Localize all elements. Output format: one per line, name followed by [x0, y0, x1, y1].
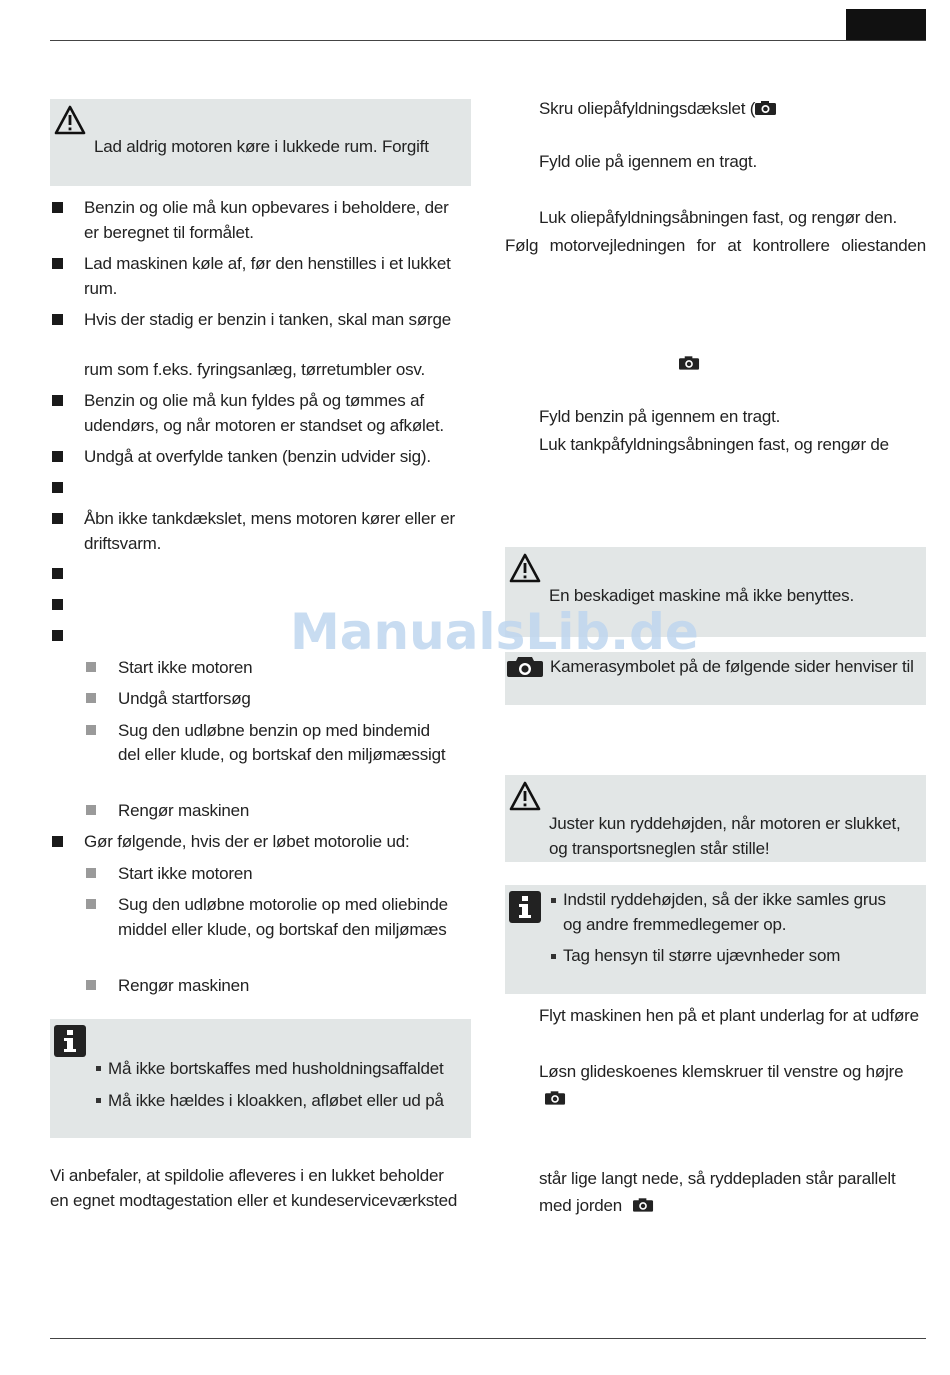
page-tab	[846, 9, 926, 40]
warning-triangle-icon	[509, 781, 541, 811]
sub-list-item: Sug den udløbne motorolie op med oliebinde	[118, 895, 448, 914]
list-item: er beregnet til formålet.	[84, 223, 254, 242]
sub-list-item: Sug den udløbne benzin op med bindemid	[118, 721, 430, 740]
paragraph-line: Vi anbefaler, at spildolie afleveres i en lukket beholder	[50, 1166, 444, 1185]
info-box	[505, 885, 926, 994]
info-bullet	[96, 1066, 101, 1071]
warning-text: Juster kun ryddehøjden, når motoren er slukket,	[549, 814, 901, 833]
info-text: Indstil ryddehøjden, så der ikke samles grus	[563, 890, 886, 909]
step-text	[539, 1194, 654, 1218]
sub-list-item: Start ikke motoren	[118, 864, 253, 883]
bullet-marker	[52, 202, 63, 213]
camera-icon	[633, 1198, 654, 1212]
oil-step-2: Fyld olie på igennem en tragt.	[539, 152, 757, 171]
sub-bullet-marker	[86, 899, 96, 909]
sub-list-item: del eller klude, og bortskaf den miljømæssigt	[118, 745, 446, 764]
sub-bullet-marker	[86, 693, 96, 703]
warning-text: og transportsneglen står stille!	[549, 839, 770, 858]
camera-icon	[545, 1091, 566, 1105]
info-bullet	[96, 1098, 101, 1103]
sub-list-item: Undgå startforsøg	[118, 689, 251, 708]
camera-note-text: Kamerasymbolet på de følgende sider henviser til	[550, 657, 914, 676]
sub-bullet-marker	[86, 805, 96, 815]
list-item: rum.	[84, 279, 118, 298]
bullet-marker	[52, 630, 63, 641]
step-text: står lige langt nede, så ryddepladen står parallelt	[539, 1169, 896, 1188]
warning-box	[50, 99, 471, 186]
info-text: Må ikke hældes i kloakken, afløbet eller ud på	[108, 1091, 444, 1110]
warning-box	[505, 775, 926, 862]
info-icon	[54, 1025, 86, 1057]
camera-icon	[679, 356, 700, 370]
step-text: Flyt maskinen hen på et plant underlag for at udføre	[539, 1006, 919, 1025]
list-item: Lad maskinen køle af, før den henstilles i et lukket	[84, 254, 451, 273]
oil-step-1-text: Skru oliepåfyldningsdækslet (	[539, 99, 756, 118]
list-item: driftsvarm.	[84, 534, 162, 553]
sub-bullet-marker	[86, 980, 96, 990]
oil-step-1	[539, 97, 777, 121]
list-item: Benzin og olie må kun fyldes på og tømmes af	[84, 391, 424, 410]
paragraph-line: en egnet modtagestation eller et kundeserviceværksted	[50, 1191, 458, 1210]
fuel-step-2: Luk tankpåfyldningsåbningen fast, og rengør de	[539, 435, 889, 454]
bullet-marker	[52, 599, 63, 610]
list-item: Hvis der stadig er benzin i tanken, skal man sørge	[84, 310, 452, 329]
step-text-line: med jorden	[539, 1196, 623, 1215]
sub-bullet-marker	[86, 725, 96, 735]
list-item: Benzin og olie må kun opbevares i beholdere, der	[84, 198, 449, 217]
warning-triangle-icon	[54, 105, 86, 135]
bullet-marker	[52, 836, 63, 847]
sub-list-item: Rengør maskinen	[118, 976, 250, 995]
list-item: rum som f.eks. fyringsanlæg, tørretumbler osv.	[84, 360, 425, 379]
warning-text: Lad aldrig motoren køre i lukkede rum. Forgift	[94, 137, 429, 156]
sub-bullet-marker	[86, 868, 96, 878]
step-text: Løsn glideskoenes klemskruer til venstre og højre	[539, 1062, 904, 1081]
bullet-marker	[52, 513, 63, 524]
info-box	[50, 1019, 471, 1138]
info-icon	[509, 891, 541, 923]
info-text: Må ikke bortskaffes med husholdningsaffaldet	[108, 1059, 444, 1078]
camera-icon	[755, 101, 777, 115]
header-rule	[50, 40, 926, 41]
list-item: Undgå at overfylde tanken (benzin udvider sig).	[84, 447, 431, 466]
sub-list-item: middel eller klude, og bortskaf den miljømæs	[118, 920, 447, 939]
info-bullet	[551, 954, 556, 959]
sub-list-item: Rengør maskinen	[118, 801, 250, 820]
footer-rule	[50, 1338, 926, 1339]
bullet-marker	[52, 482, 63, 493]
list-item: Åbn ikke tankdækslet, mens motoren kører eller er	[84, 509, 455, 528]
info-text: og andre fremmedlegemer op.	[563, 915, 787, 934]
bullet-marker	[52, 314, 63, 325]
warning-triangle-icon	[509, 553, 541, 583]
fuel-step-1: Fyld benzin på igennem en tragt.	[539, 407, 781, 426]
bullet-marker	[52, 451, 63, 462]
bullet-marker	[52, 395, 63, 406]
watermark: ManualsLib.de	[290, 603, 699, 661]
list-item: udendørs, og når motoren er standset og afkølet.	[84, 416, 444, 435]
sub-list-item: Start ikke motoren	[118, 658, 253, 677]
oil-step-3: Luk oliepåfyldningsåbningen fast, og rengør den.	[539, 208, 898, 227]
info-bullet	[551, 898, 556, 903]
bullet-marker	[52, 258, 63, 269]
warning-text: En beskadiget maskine må ikke benyttes.	[549, 586, 854, 605]
info-text: Tag hensyn til større ujævnheder som	[563, 946, 841, 965]
oil-step-4: Følg motorvejledningen for at kontrollere oliestanden	[505, 236, 926, 255]
list-item: Gør følgende, hvis der er løbet motorolie ud:	[84, 832, 410, 851]
bullet-marker	[52, 568, 63, 579]
sub-bullet-marker	[86, 662, 96, 672]
